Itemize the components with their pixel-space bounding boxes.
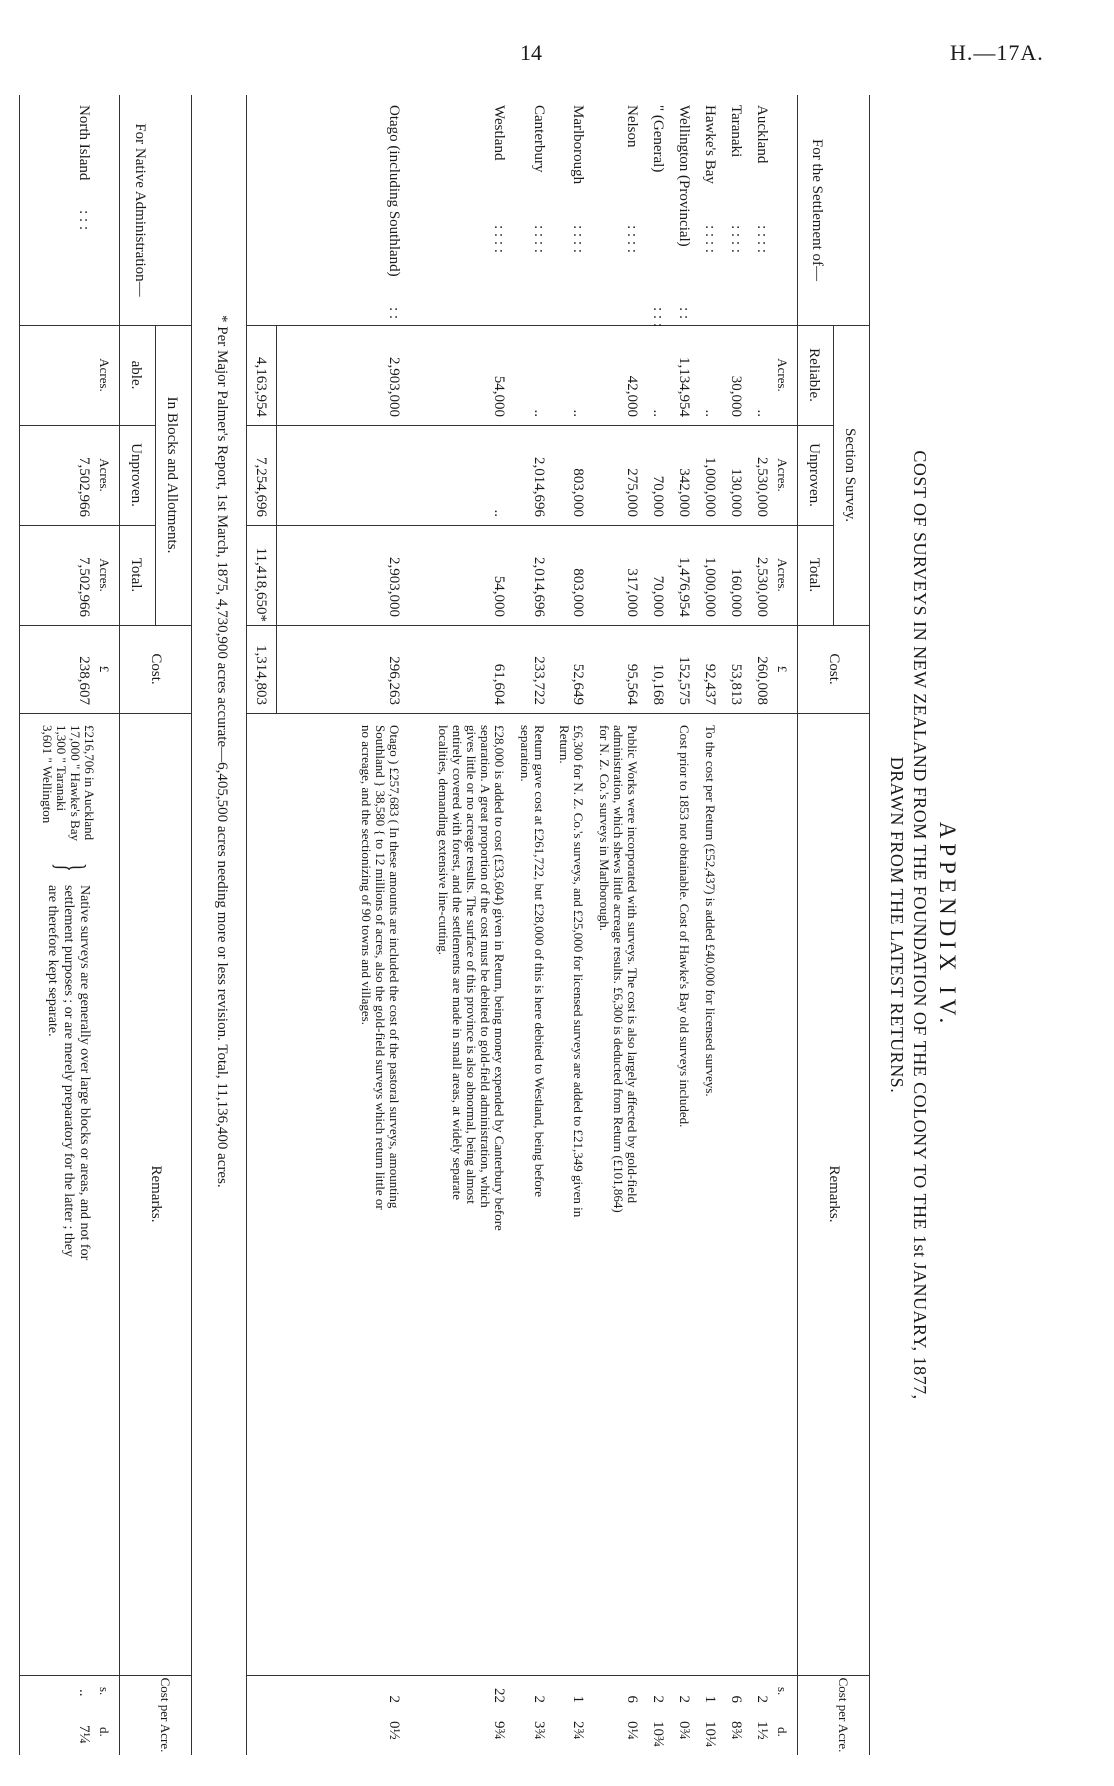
cost-per-acre-header: Cost per Acre.: [836, 1677, 851, 1753]
pence-unit: d.: [97, 1727, 112, 1737]
row-shillings: 2: [386, 1695, 402, 1703]
row-pence: 0¼: [624, 1721, 640, 1740]
total-header: Total.: [806, 557, 822, 593]
page-number: 14: [520, 40, 542, 65]
row-shillings: 1: [570, 1695, 586, 1703]
row-pence: 9¾: [491, 1721, 507, 1740]
remark-line: separation. A great proportion of the cost must be debited to gold-field administration, which: [478, 725, 493, 1208]
footnote: * Per Major Palmer's Report, 1st March, 1875, 4,730,900 acres accurate—6,405,500 acres needing more or less revision. Total, 11,136,400 acres.: [214, 315, 230, 1188]
row-reliable: 2,903,000: [386, 357, 402, 417]
breakdown-line: 17,000 " Hawke's Bay: [68, 725, 83, 841]
total-cost: 1,314,803: [253, 645, 269, 705]
remarks-header: Remarks.: [826, 1165, 842, 1223]
row-reliable: 30,000: [728, 375, 744, 417]
row-pence: 3¾: [531, 1721, 547, 1740]
row-leader-dots: : : : :: [624, 225, 640, 253]
reliable-header: Reliable.: [806, 348, 822, 402]
row-remarks: [436, 725, 506, 1231]
total-unproven: 7,254,696: [253, 457, 269, 517]
header-bottom-rule: [797, 95, 798, 1755]
row-remarks: [518, 725, 546, 1197]
row-reliable: ..: [754, 409, 770, 417]
remarks-header: Remarks.: [148, 1165, 164, 1223]
page-title-line-2: DRAWN FROM THE LATEST RETURNS.: [887, 756, 907, 1094]
row-total: 1,000,000: [702, 557, 718, 617]
remark-line: £6,300 for N. Z. Co.'s surveys, and £25,000 for licensed surveys are added to £21,349 given in: [571, 725, 586, 1218]
row-shillings: ..: [76, 1689, 92, 1697]
row-cost: 61,604: [491, 663, 507, 705]
row-total: 2,014,696: [531, 557, 547, 617]
remark-line: To the cost per Return (£52,437) is added £40,000 for licensed surveys.: [703, 725, 718, 1097]
brace-glyph: }: [49, 863, 94, 872]
table-top-rule: [869, 95, 870, 1755]
row-name: Wellington (Provincial): [676, 105, 692, 247]
column-rule: [247, 1675, 870, 1676]
row-remarks: [597, 725, 639, 1213]
row-reliable: ..: [650, 409, 666, 417]
column-rule: [20, 713, 192, 714]
row-unproven: 1,000,000: [702, 457, 718, 517]
row-leader-dots: : : : :: [531, 225, 547, 253]
remark-line: Native surveys are generally over large blocks or areas, and not for: [77, 885, 92, 1261]
row-unproven: 7,502,966: [76, 457, 92, 517]
remark-line: gives little or no acreage results. The surface of this province is also abnormal, being almost: [464, 725, 479, 1204]
blocks-rule: [155, 325, 156, 625]
row-name: Nelson: [624, 105, 640, 148]
cost-breakdown: [40, 725, 96, 841]
remark-line: Return.: [557, 725, 572, 764]
row-leader-dots: : : : :: [728, 225, 744, 253]
native-admin-header: For Native Administration—: [132, 123, 148, 297]
acres-unit: Acres.: [97, 358, 112, 392]
row-reliable: 54,000: [491, 375, 507, 417]
row-name: Westland: [491, 105, 507, 161]
settlement-header: For the Settlement of—: [809, 138, 825, 282]
remark-line: Cost prior to 1853 not obtainable. Cost of Hawke's Bay old surveys included.: [677, 725, 692, 1128]
row-reliable: ..: [702, 409, 718, 417]
row-leader-dots: : : : :: [491, 225, 507, 253]
remark-line: are therefore kept separate.: [45, 885, 60, 1037]
remark-line: Otago ) £257,683 ( In these amounts are included the cost of the pastoral surveys, amounting: [387, 725, 402, 1209]
row-shillings: 2: [754, 1695, 770, 1703]
acres-unit: Acres.: [97, 458, 112, 492]
totals-top-rule: [276, 325, 277, 713]
row-cost: 260,008: [754, 656, 770, 705]
row-total: 7,502,966: [76, 557, 92, 617]
row-pence: 8¾: [728, 1721, 744, 1740]
row-leader-dots: : : : :: [570, 225, 586, 253]
row-total: 2,903,000: [386, 557, 402, 617]
row-pence: 10¾: [650, 1721, 666, 1748]
row-leader-dots: : : : :: [702, 225, 718, 253]
section-survey-rule: [833, 325, 834, 625]
remark-line: Return gave cost at £261,722, but £28,000 of this is here debited to Westland, being before: [532, 725, 547, 1198]
row-unproven: 2,014,696: [531, 457, 547, 517]
remark-line: no acreage, and the sectionizing of 90 towns and villages.: [359, 725, 374, 1025]
pound-unit: £: [97, 665, 112, 673]
row-unproven: 342,000: [676, 468, 692, 517]
row-pence: 10¼: [702, 1721, 718, 1748]
row-cost: 52,649: [570, 663, 586, 705]
cost-per-acre-header: Cost per Acre.: [158, 1677, 173, 1753]
row-cost: 233,722: [531, 656, 547, 705]
cost-header: Cost.: [148, 653, 164, 685]
row-leader-dots: : :: [386, 307, 402, 320]
breakdown-line: 3,601 " Wellington: [40, 725, 55, 824]
acres-unit: Acres.: [775, 558, 790, 592]
unproven-header: Unproven.: [128, 443, 144, 507]
row-cost: 296,263: [386, 656, 402, 705]
row-remarks: [44, 885, 92, 1260]
reliable-header: able.: [128, 360, 144, 390]
remark-line: administration, which shews little acreage results. £6,300 is deducted from Return (£101,864): [611, 725, 626, 1213]
row-shillings: 2: [650, 1695, 666, 1703]
unproven-header: Unproven.: [806, 443, 822, 507]
appendix-title: APPENDIX IV.: [935, 821, 960, 1029]
page-title-line-1: COST OF SURVEYS IN NEW ZEALAND FROM THE FOUNDATION OF THE COLONY TO THE 1st JANUARY, 1877,: [910, 450, 930, 1400]
row-unproven: 130,000: [728, 468, 744, 517]
table2-bottom-rule: [19, 95, 20, 1755]
row-reliable: 42,000: [624, 375, 640, 417]
row-remarks: [557, 725, 585, 1217]
row-unproven: 803,000: [570, 468, 586, 517]
row-name: Canterbury: [531, 105, 547, 173]
row-leader-dots: : : :: [76, 210, 92, 231]
remark-line: entirely covered with forest, and the settlements are made in small areas, at widely separate: [450, 725, 465, 1201]
column-rule: [247, 713, 870, 714]
row-remarks: [359, 725, 401, 1210]
breakdown-line: £216,706 in Auckland: [82, 725, 97, 841]
remark-line: £28,000 is added to cost (£33,604) given in Return, being money expended by Canterbury before: [492, 725, 507, 1231]
row-pence: 0¾: [676, 1721, 692, 1740]
total-header: Total.: [128, 557, 144, 593]
row-shillings: 6: [624, 1695, 640, 1703]
pound-unit: £: [775, 665, 790, 673]
row-cost: 10,168: [650, 663, 666, 705]
acres-unit: Acres.: [775, 358, 790, 392]
remark-line: Public Works were incorporated with surveys. The cost is also largely affected by gold-field: [625, 725, 640, 1204]
section-survey-header: Section Survey.: [842, 427, 858, 522]
row-remarks: [677, 725, 691, 1127]
rotated-appendix-page: [0, 75, 1010, 1775]
breakdown-line: 1,300 " Taranaki: [54, 725, 69, 812]
row-total: 2,530,000: [754, 557, 770, 617]
row-pence: 1½: [754, 1721, 770, 1740]
acres-unit: Acres.: [775, 458, 790, 492]
row-shillings: 6: [728, 1695, 744, 1703]
row-cost: 152,575: [676, 656, 692, 705]
row-name: North Island: [76, 105, 92, 181]
row-total: 70,000: [650, 575, 666, 617]
row-total: 54,000: [491, 575, 507, 617]
total-reliable: 4,163,954: [253, 357, 269, 417]
row-leader-dots: : : :: [650, 307, 666, 328]
remark-line: for N. Z. Co.'s surveys in Marlborough.: [597, 725, 612, 931]
shillings-unit: s.: [97, 1687, 112, 1696]
row-name: " (General): [650, 105, 666, 173]
table-bottom-rule: [246, 95, 247, 1755]
row-total: 317,000: [624, 568, 640, 617]
row-leader-dots: : : : :: [754, 225, 770, 253]
row-name: Hawke's Bay: [702, 105, 718, 184]
total-total: 11,418,650*: [253, 547, 269, 622]
row-shillings: 2: [676, 1695, 692, 1703]
row-remarks: [703, 725, 717, 1097]
row-cost: 53,813: [728, 663, 744, 705]
row-reliable: 1,134,954: [676, 357, 692, 417]
row-total: 803,000: [570, 568, 586, 617]
row-total: 160,000: [728, 568, 744, 617]
row-unproven: 70,000: [650, 475, 666, 517]
remark-line: separation.: [518, 725, 533, 782]
row-cost: 92,437: [702, 663, 718, 705]
table2-header-bottom-rule: [119, 95, 120, 1755]
row-unproven: ..: [491, 509, 507, 517]
document-reference: H.—17A.: [950, 40, 1044, 65]
row-name: Auckland: [754, 105, 770, 164]
row-shillings: 22: [491, 1688, 507, 1703]
row-total: 1,476,954: [676, 557, 692, 617]
row-name: Marlborough: [570, 105, 586, 185]
row-shillings: 1: [702, 1695, 718, 1703]
table2-top-rule: [191, 95, 192, 1755]
cost-header: Cost.: [826, 653, 842, 685]
row-unproven: 2,530,000: [754, 457, 770, 517]
row-name: Otago (including Southland): [386, 105, 402, 277]
row-leader-dots: : :: [676, 307, 692, 320]
row-reliable: ..: [531, 409, 547, 417]
blocks-header: In Blocks and Allotments.: [164, 396, 180, 554]
row-pence: 7¼: [76, 1725, 92, 1744]
row-pence: 2¾: [570, 1721, 586, 1740]
row-shillings: 2: [531, 1695, 547, 1703]
row-cost: 238,607: [76, 656, 92, 705]
row-cost: 95,564: [624, 663, 640, 705]
remark-line: Southland } 38,580 { to 12 millions of acres, also the gold-field surveys which return little or: [373, 725, 388, 1210]
row-reliable: ..: [570, 409, 586, 417]
shillings-unit: s.: [775, 1687, 790, 1696]
row-name: Taranaki: [728, 105, 744, 158]
pence-unit: d.: [775, 1727, 790, 1737]
row-pence: 0½: [386, 1721, 402, 1740]
remark-line: settlement purposes ; or are merely preparatory for the latter ; they: [61, 885, 76, 1258]
acres-unit: Acres.: [97, 558, 112, 592]
remark-line: localities, demanding extensive line-cutting.: [436, 725, 451, 955]
row-unproven: 275,000: [624, 468, 640, 517]
